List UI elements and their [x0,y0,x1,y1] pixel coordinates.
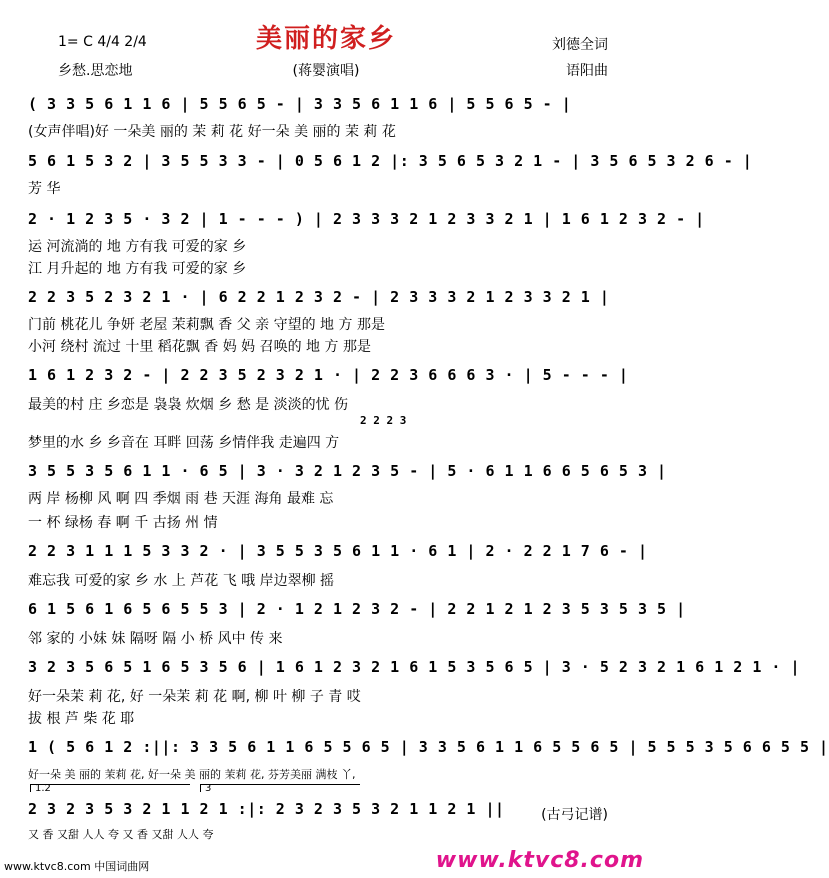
lyric-line: 一 杯 绿杨 春 啊 千 古扬 州 情 [28,515,218,531]
song-title: 美丽的家乡 [255,24,396,54]
lyric-line: 两 岸 杨柳 风 啊 四 季烟 雨 巷 天涯 海角 最难 忘 [28,491,334,507]
lyric-line: 门前 桃花儿 争妍 老屋 茉莉飘 香 父 亲 守望的 地 方 那是 [28,317,385,333]
notation-line: 2 2 3 1 1 1 5 3 3 2 · | 3 5 5 3 5 6 1 1 · 6 1 | 2 · 2 2 1 7 6 - | [28,542,648,560]
notation-line: 5 6 1 5 3 2 | 3 5 5 3 3 - | 0 5 6 1 2 |: 3 5 6 5 3 2 1 - | 3 5 6 5 3 2 6 - | [28,152,753,170]
lyric-line: 邻 家的 小妹 妹 隔呀 隔 小 桥 风中 传 来 [28,631,283,647]
volta-bracket-2: 3 [200,784,360,792]
notation-line: 3 2 3 5 6 5 1 6 5 3 5 6 | 1 6 1 2 3 2 1 6 1 5 3 5 6 5 | 3 · 5 2 3 2 1 6 1 2 1 · | [28,658,800,676]
lyric-line: 拔 根 芦 柴 花 耶 [28,711,135,727]
notation-line: 1 6 1 2 3 2 - | 2 2 3 5 2 3 2 1 · | 2 2 3 6 6 6 3 · | 5 - - - | [28,366,629,384]
lyric-line: 小河 绕村 流过 十里 稻花飘 香 妈 妈 召唤的 地 方 那是 [28,339,371,355]
lyric-line: 芳 华 [28,181,61,197]
lyric-line: 好一朵茉 莉 花, 好 一朵茉 莉 花 啊, 柳 叶 柳 子 青 哎 [28,689,361,705]
singer-text: (蒋婴演唱) [292,63,360,79]
lyric-line: 又 香 又甜 人人 夸 又 香 又甜 人人 夸 [28,828,214,841]
notation-credit: (古弓记谱) [541,807,608,823]
theme-text: 乡愁.思恋地 [58,63,133,79]
lyric-line: 最美的村 庄 乡恋是 袅袅 炊烟 乡 愁 是 淡淡的忧 伤 [28,397,349,413]
lyric-line: (女声伴唱)好 一朵美 丽的 茉 莉 花 好一朵 美 丽的 茉 莉 花 [28,124,396,140]
key-signature: 1= C 4/4 2/4 [58,34,147,50]
lyric-line: 江 月升起的 地 方有我 可爱的家 乡 [28,261,247,277]
grace-notes: 2 2 2 3 [360,414,407,427]
footer-logo: www.ktvc8.com [435,848,644,873]
lyricist-credit: 刘德全词 [552,37,608,53]
notation-line: 2 2 3 5 2 3 2 1 · | 6 2 2 1 2 3 2 - | 2 3 3 3 2 1 2 3 3 2 1 | [28,288,610,306]
notation-line: 2 · 1 2 3 5 · 3 2 | 1 - - - ) | 2 3 3 3 2 1 2 3 3 2 1 | 1 6 1 2 3 2 - | [28,210,705,228]
notation-line: 6 1 5 6 1 6 5 6 5 5 3 | 2 · 1 2 1 2 3 2 - | 2 2 1 2 1 2 3 5 3 5 3 5 | [28,600,686,618]
lyric-line: 运 河流淌的 地 方有我 可爱的家 乡 [28,239,247,255]
volta-bracket-1: 1.2 [30,784,190,792]
notation-line: ( 3 3 5 6 1 1 6 | 5 5 6 5 - | 3 3 5 6 1 1 6 | 5 5 6 5 - | [28,95,572,113]
notation-line: 3 5 5 3 5 6 1 1 · 6 5 | 3 · 3 2 1 2 3 5 - | 5 · 6 1 1 6 6 5 6 5 3 | [28,462,667,480]
notation-line: 2 3 2 3 5 3 2 1 1 2 1 :|: 2 3 2 3 5 3 2 1 1 2 1 || [28,800,505,818]
footer-website-text: www.ktvc8.com 中国词曲网 [4,860,150,873]
notation-line: 1 ( 5 6 1 2 :||: 3 3 5 6 1 1 6 5 5 6 5 | 3 3 5 6 1 1 6 5 5 6 5 | 5 5 5 3 5 6 6 5 5 | [28,738,829,756]
lyric-line: 梦里的水 乡 乡音在 耳畔 回荡 乡情伴我 走遍四 方 [28,435,340,451]
lyric-line: 好一朵 美 丽的 茉莉 花, 好一朵 美 丽的 茉莉 花, 芬芳美丽 满枝 丫, [28,768,356,781]
lyric-line: 难忘我 可爱的家 乡 水 上 芦花 飞 哦 岸边翠柳 摇 [28,573,335,589]
composer-credit: 语阳曲 [566,63,608,79]
